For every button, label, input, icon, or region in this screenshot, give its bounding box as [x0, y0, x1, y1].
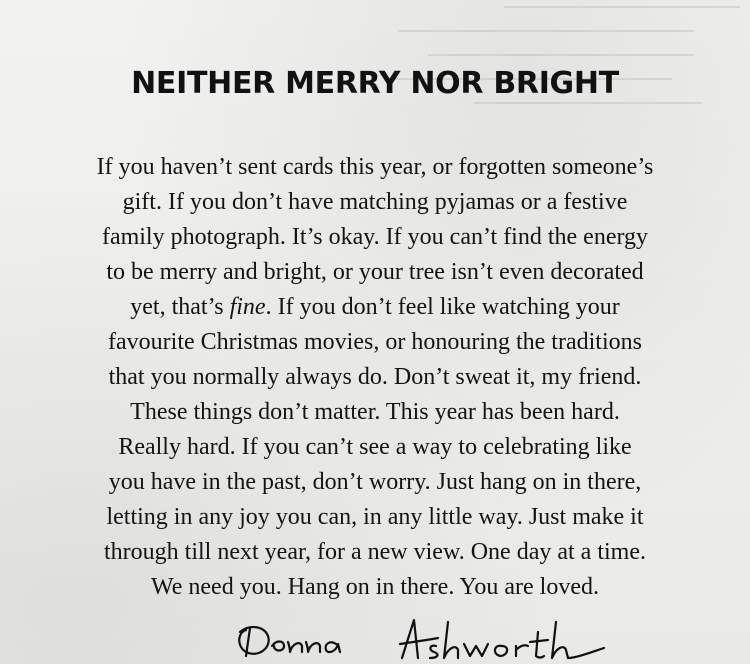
poem-line: gift. If you don’t have matching pyjamas or a festive: [122, 189, 628, 215]
poem-line: [0, 290, 750, 325]
poem-title: NEITHER MERRY NOR BRIGHT: [131, 66, 619, 101]
poem-line: to be merry and bright, or your tree isn’t even decorated: [106, 259, 644, 285]
poem-line: We need you. Hang on in there. You are loved.: [151, 574, 599, 600]
poem-line: favourite Christmas movies, or honouring the traditions: [108, 329, 642, 355]
poem-body: [0, 150, 750, 605]
author-signature: [232, 612, 642, 664]
poem-line-start: yet, that’s: [130, 294, 230, 320]
poem-line: that you normally always do. Don’t sweat it, my friend.: [108, 364, 642, 390]
poem-line: Really hard. If you can’t see a way to celebrating like: [118, 434, 632, 460]
poem-line: you have in the past, don’t worry. Just hang on in there,: [108, 469, 642, 495]
poem-line: letting in any joy you can, in any little way. Just make it: [106, 504, 644, 530]
poem-line-end: . If you don’t feel like watching your: [265, 294, 620, 320]
poem-line: These things don’t matter. This year has been hard.: [130, 399, 620, 425]
poem-line: If you haven’t sent cards this year, or forgotten someone’s: [96, 154, 654, 180]
poem-line: family photograph. It’s okay. If you can’t find the energy: [101, 224, 649, 250]
emphasized-word: fine: [229, 294, 266, 320]
poem-line: through till next year, for a new view. One day at a time.: [104, 539, 646, 565]
